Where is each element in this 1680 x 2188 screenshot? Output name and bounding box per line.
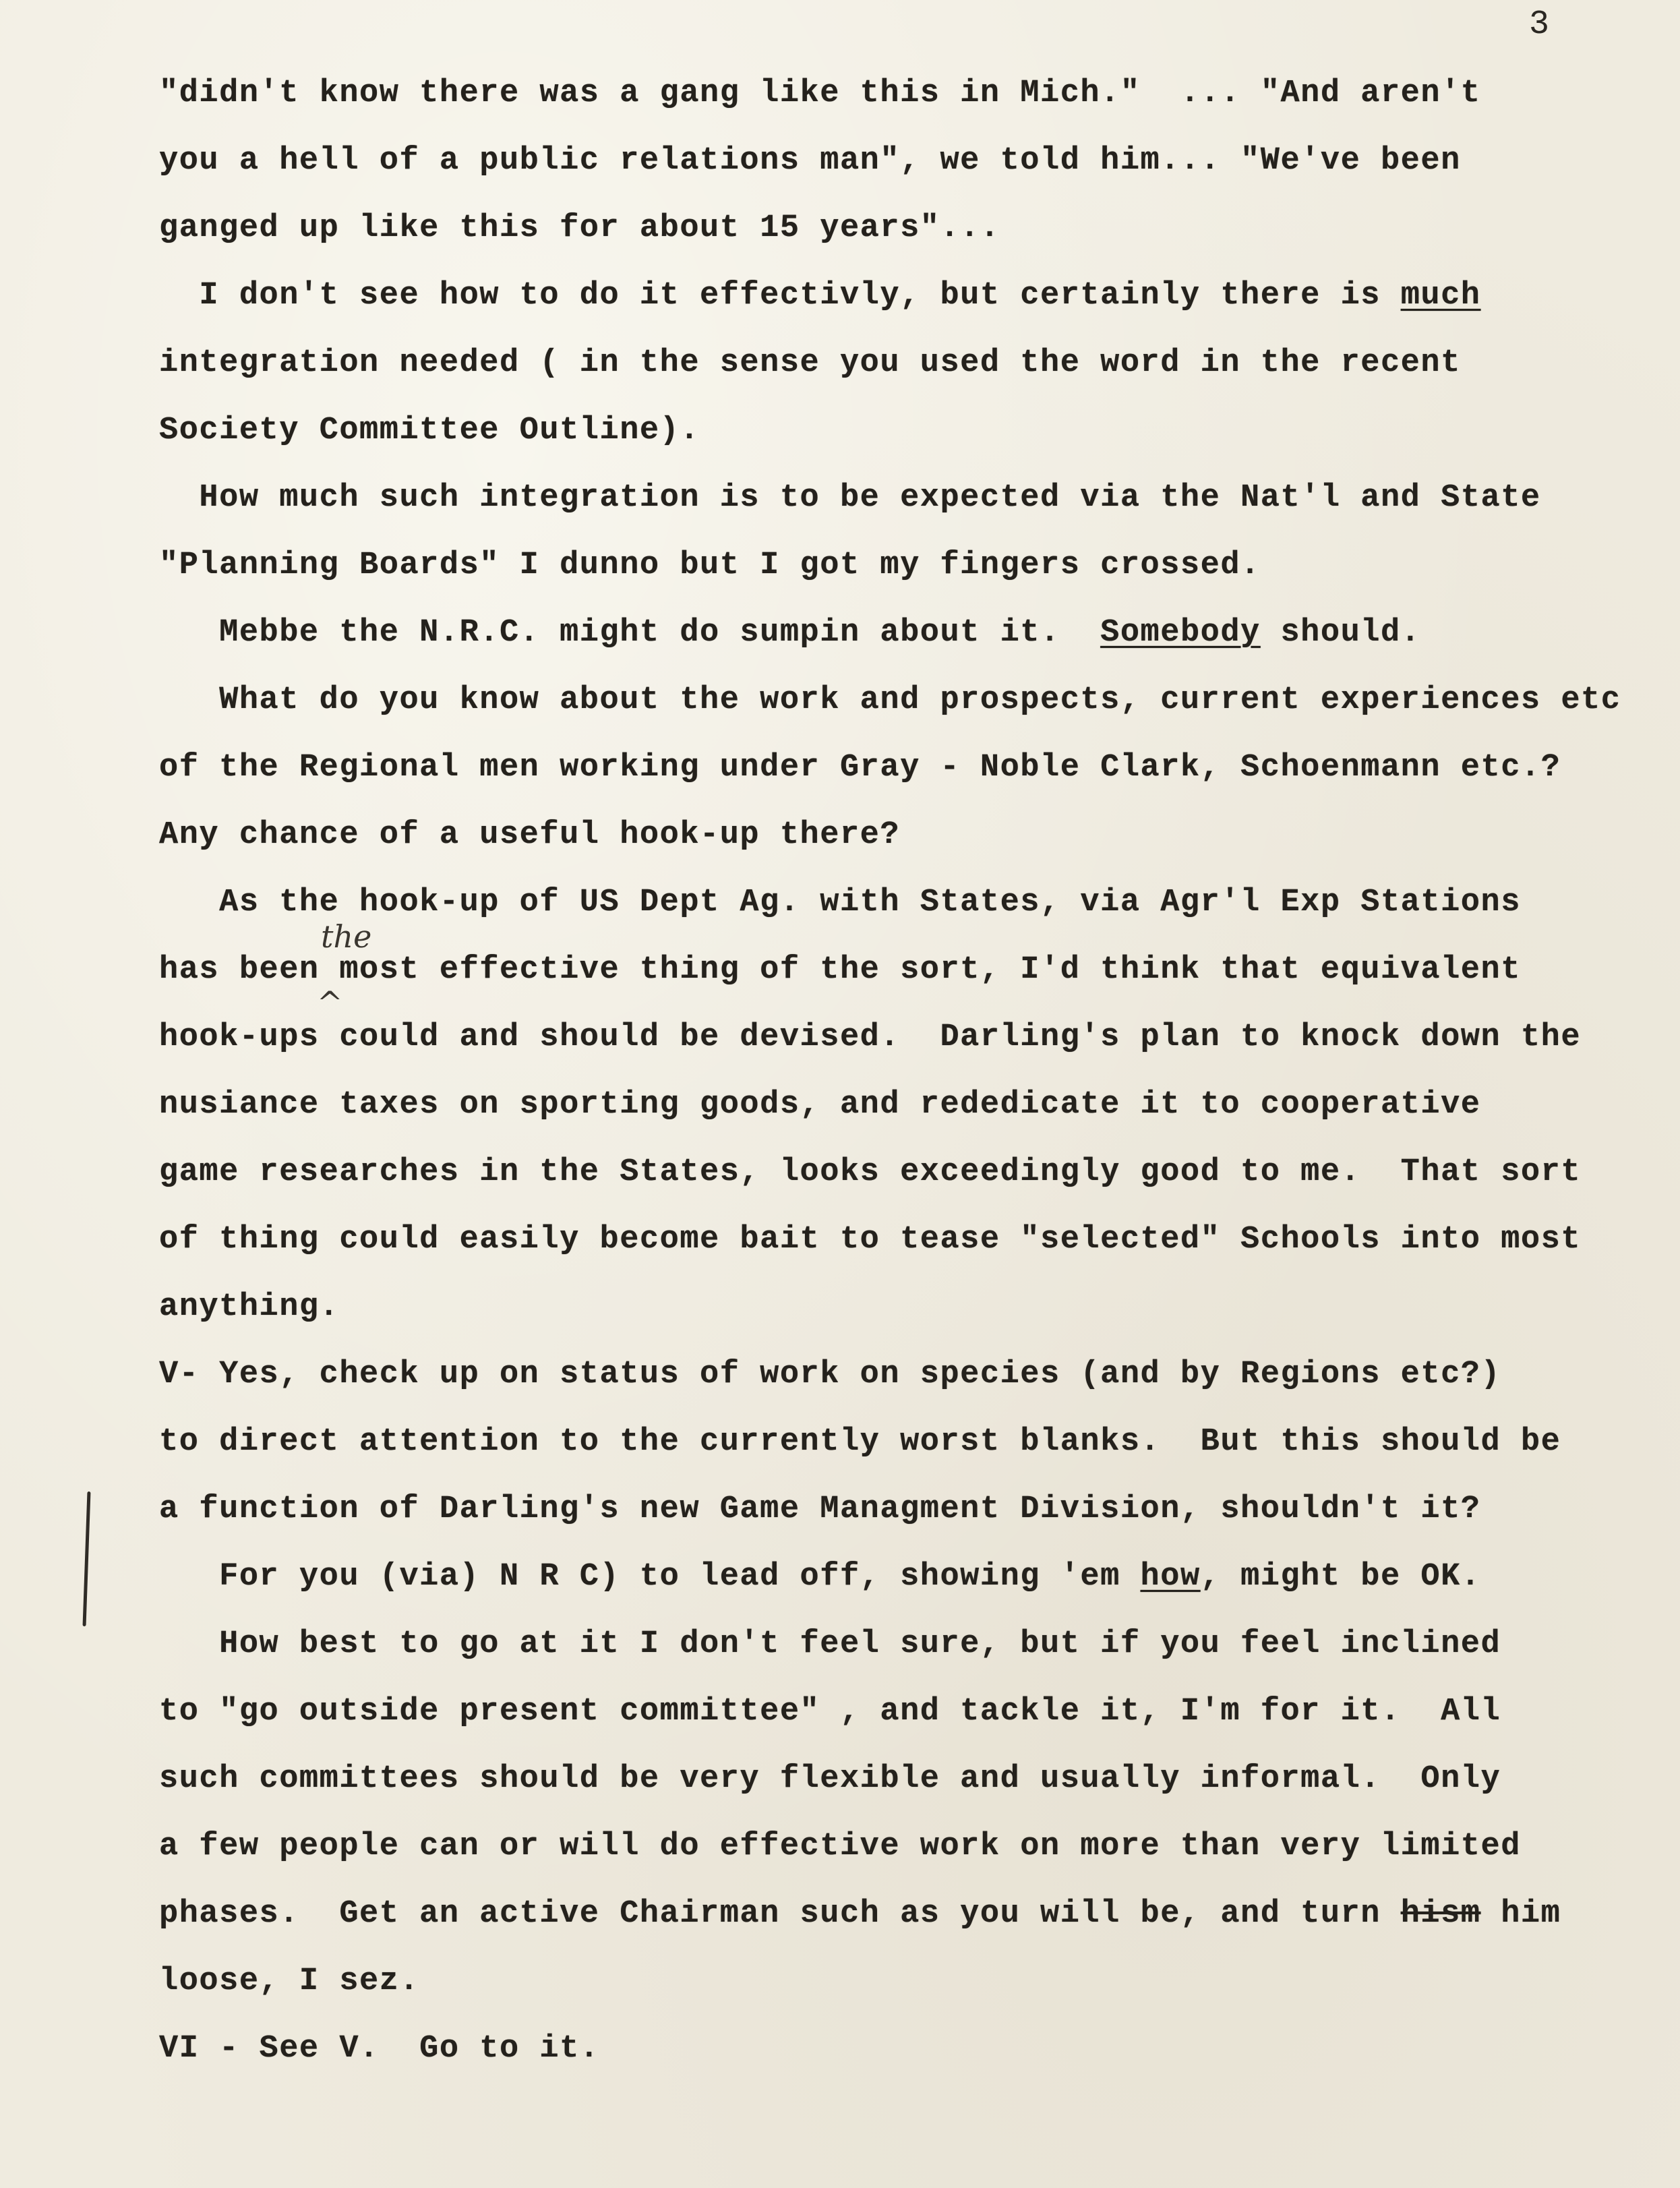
text-line (159, 1694, 1501, 1729)
line-text: has been most effective thing of the sort, I'd think that equivalent (159, 952, 1521, 988)
line-text: Any chance of a useful hook-up there? (159, 817, 901, 853)
line-text: of the Regional men working under Gray - Noble Clark, Schoenmann etc.? (159, 750, 1561, 786)
caret-mark: ^ (317, 984, 343, 1021)
text-line (159, 1626, 1501, 1662)
line-text: hook-ups could and should be devised. Darling's plan to knock down the (159, 1019, 1582, 1055)
line-text: a few people can or will do effective work on more than very limited (159, 1829, 1521, 1864)
line-text: such committees should be very flexible and usually informal. Only (159, 1761, 1501, 1797)
line-text: should. (1260, 615, 1421, 651)
margin-line-mark (83, 1491, 91, 1626)
line-text: Society Committee Outline). (159, 413, 700, 448)
line-text: him (1480, 1896, 1561, 1932)
line-text: For you (via) N R C) to lead off, showing 'em (159, 1559, 1141, 1595)
line-text: anything. (159, 1289, 340, 1325)
text-line (159, 2031, 600, 2067)
underlined-word: Somebody (1100, 615, 1261, 651)
text-line (159, 1829, 1521, 1864)
text-line (159, 76, 1481, 111)
text-line (159, 548, 1261, 583)
text-line (159, 1491, 1481, 1527)
line-text: nusiance taxes on sporting goods, and rededicate it to cooperative (159, 1087, 1481, 1123)
text-line (159, 345, 1461, 381)
line-text: "didn't know there was a gang like this in Mich." ... "And aren't (159, 76, 1481, 111)
line-text: How much such integration is to be expected via the Nat'l and State (159, 480, 1541, 516)
text-line (159, 143, 1461, 179)
underlined-word: much (1400, 278, 1481, 314)
underlined-word: how (1140, 1559, 1201, 1595)
line-text: Mebbe the N.R.C. might do sumpin about it. (159, 615, 1101, 651)
text-line (159, 1087, 1481, 1123)
text-line (159, 1222, 1581, 1258)
line-text: "Planning Boards" I dunno but I got my fingers crossed. (159, 548, 1261, 583)
text-line (159, 682, 1621, 718)
line-text: I don't see how to do it effectivly, but certainly there is (159, 278, 1401, 314)
handwritten-insertion: the (321, 918, 372, 955)
line-text: phases. Get an active Chairman such as you will be, and turn (159, 1896, 1401, 1932)
text-line (159, 817, 900, 853)
text-line (159, 1896, 1561, 1932)
line-text: , might be OK. (1200, 1559, 1481, 1595)
struck-word: hism (1400, 1896, 1481, 1932)
line-text: VI - See V. Go to it. (159, 2031, 600, 2067)
line-text: a function of Darling's new Game Managment Division, shouldn't it? (159, 1491, 1481, 1527)
line-text: of thing could easily become bait to tease "selected" Schools into most (159, 1222, 1582, 1258)
text-line (159, 1424, 1561, 1460)
text-line (159, 1289, 339, 1325)
page-number: 3 (1529, 5, 1550, 44)
line-text: to "go outside present committee" , and tackle it, I'm for it. All (159, 1694, 1501, 1729)
text-line (159, 952, 1521, 988)
text-line (159, 1559, 1481, 1595)
text-line (159, 210, 1000, 246)
line-text: How best to go at it I don't feel sure, but if you feel inclined (159, 1626, 1501, 1662)
text-line (159, 480, 1541, 516)
text-line (159, 1963, 419, 1999)
line-text: As the hook-up of US Dept Ag. with States, via Agr'l Exp Stations (159, 885, 1521, 920)
text-line (159, 1154, 1581, 1190)
line-text: loose, I sez. (159, 1963, 420, 1999)
line-text: to direct attention to the currently worst blanks. But this should be (159, 1424, 1561, 1460)
text-line (159, 278, 1481, 314)
line-text: game researches in the States, looks exceedingly good to me. That sort (159, 1154, 1582, 1190)
text-line (159, 885, 1521, 920)
line-text: V- Yes, check up on status of work on species (and by Regions etc?) (159, 1357, 1501, 1392)
text-line (159, 413, 700, 448)
text-line (159, 615, 1420, 651)
text-line (159, 1019, 1581, 1055)
line-text: ganged up like this for about 15 years"... (159, 210, 1000, 246)
text-line (159, 1761, 1501, 1797)
text-line (159, 750, 1561, 786)
line-text: you a hell of a public relations man", we told him... "We've been (159, 143, 1461, 179)
line-text: integration needed ( in the sense you used the word in the recent (159, 345, 1461, 381)
text-line (159, 1357, 1501, 1392)
line-text: What do you know about the work and prospects, current experiences etc (159, 682, 1621, 718)
